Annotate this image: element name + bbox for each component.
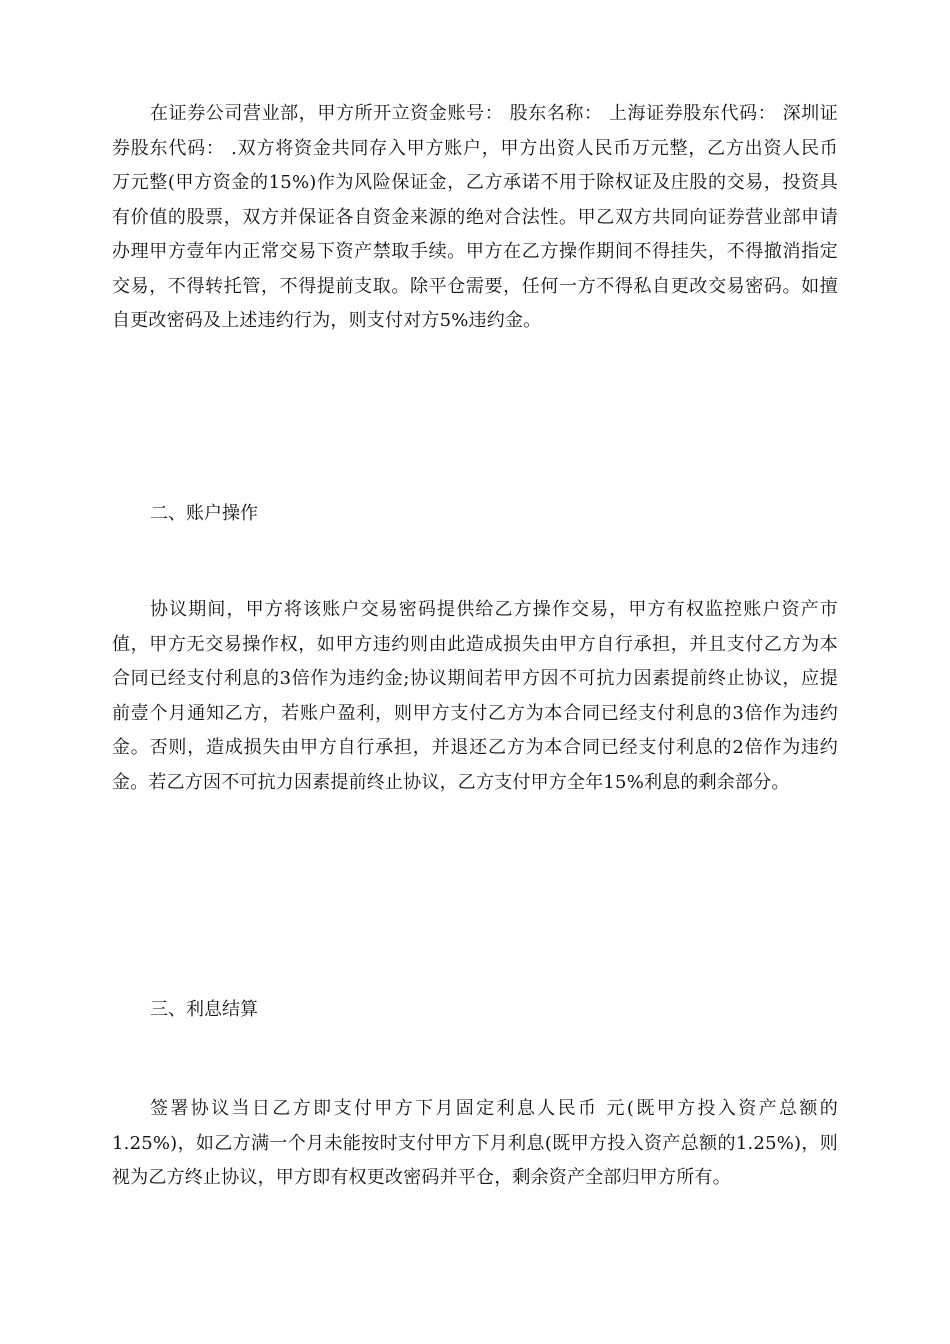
paragraph-account-operation: 协议期间，甲方将该账户交易密码提供给乙方操作交易，甲方有权监控账户资产市值，甲方无交易操作权，如甲方违约则由此造成损失由甲方自行承担，并且支付乙方为本合同已经支付利息的3倍作为违约金;协议期间若甲方因不可抗力因素提前终止协议，应提前壹个月通知乙方，若账户盈利，则甲方支付乙方为本合同已经支付利息的3倍作为违约金。否则，造成损失由甲方自行承担，并退还乙方为本合同已经支付利息的2倍作为违约金。若乙方因不可抗力因素提前终止协议，乙方支付甲方全年15%利息的剩余部分。 — [112, 599, 838, 793]
paragraph-account-deposit: 在证券公司营业部，甲方所开立资金账号： 股东名称： 上海证券股东代码： 深圳证券股东代码： .双方将资金共同存入甲方账户，甲方出资人民币万元整，乙方出资人民币 万元整(甲方资金的15%)作为风险保证金，乙方承诺不用于除权证及庄股的交易，投资具有价值的股票，双方并保证各自资金来源的绝对合法性。甲乙双方共同向证券营业部申请办理甲方壹年内正常交易下资产禁取手续。甲方在乙方操作期间不得挂失，不得撤消指定交易，不得转托管，不得提前支取。除平仓需要，任何一方不得私自更改交易密码。如擅自更改密码及上述违约行为，则支付对方5%违约金。 — [112, 103, 838, 331]
section-heading-account-operation: 二、账户操作 — [150, 503, 258, 524]
paragraph-interest-settlement: 签署协议当日乙方即支付甲方下月固定利息人民币 元(既甲方投入资产总额的1.25%)，如乙方满一个月未能按时支付甲方下月利息(既甲方投入资产总额的1.25%)，则视为乙方终止协议，甲方即有权更改密码并平仓，剩余资产全部归甲方所有。 — [112, 1098, 838, 1188]
section-heading-interest-settlement: 三、利息结算 — [150, 999, 258, 1020]
